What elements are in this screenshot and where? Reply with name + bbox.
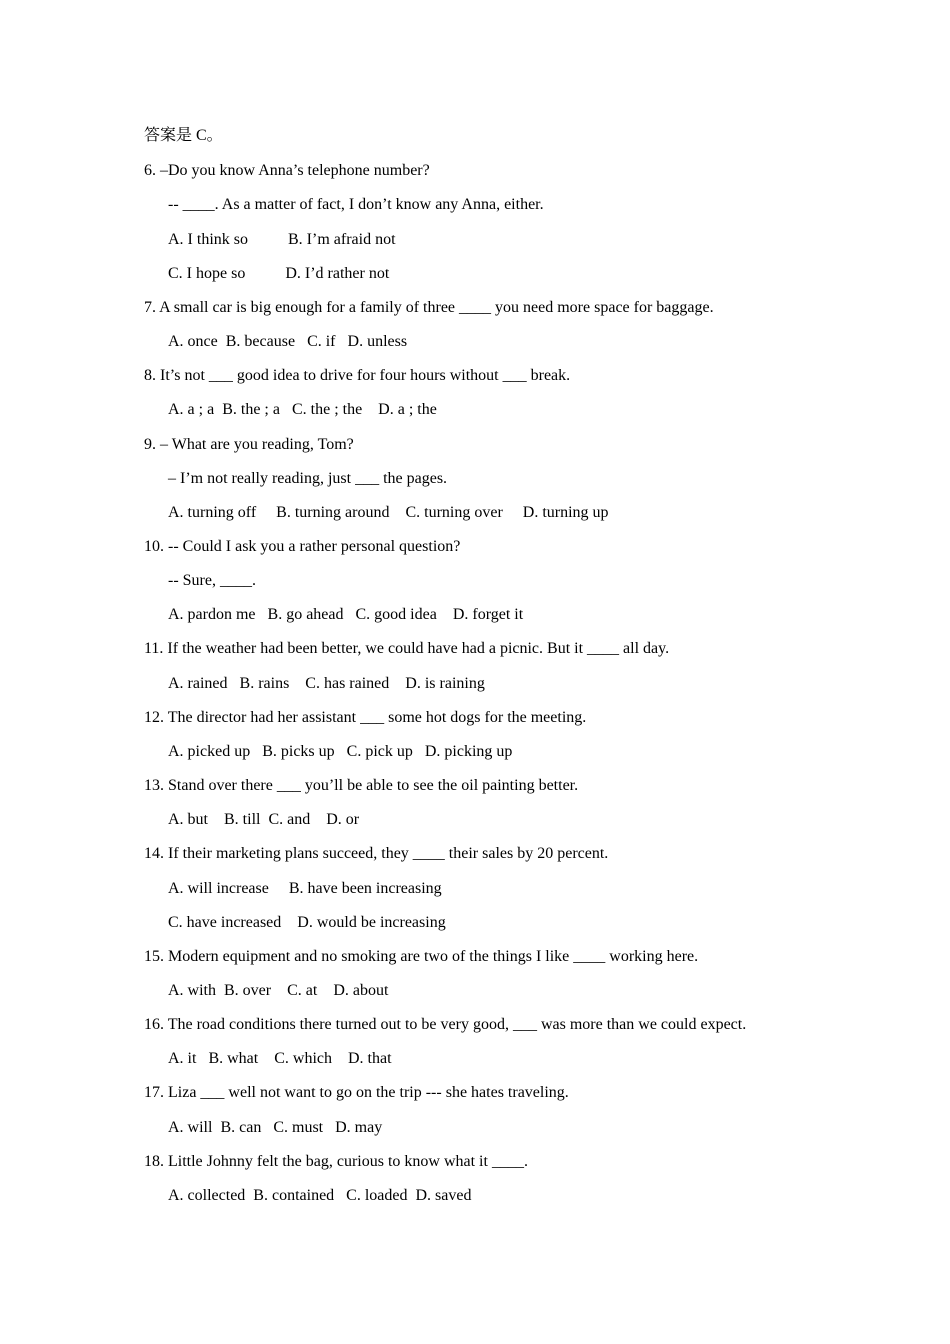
answer-note: 答案是 C。 [144, 127, 223, 144]
question-17-stem: 17. Liza ___ well not want to go on the trip --- she hates traveling. [144, 1084, 569, 1101]
question-11-options: A. rained B. rains C. has rained D. is raining [168, 675, 485, 692]
question-10-stem: 10. -- Could I ask you a rather personal question? [144, 538, 461, 555]
question-18-options: A. collected B. contained C. loaded D. saved [168, 1187, 472, 1204]
question-13-stem: 13. Stand over there ___ you’ll be able to see the oil painting better. [144, 777, 579, 794]
question-17-options: A. will B. can C. must D. may [168, 1119, 383, 1136]
question-6-stem: 6. –Do you know Anna’s telephone number? [144, 162, 430, 179]
question-15-stem: 15. Modern equipment and no smoking are two of the things I like ____ working here. [144, 948, 699, 965]
question-6-reply: -- ____. As a matter of fact, I don’t know any Anna, either. [168, 196, 544, 213]
question-10-options: A. pardon me B. go ahead C. good idea D. forget it [168, 606, 524, 623]
question-14-stem: 14. If their marketing plans succeed, they ____ their sales by 20 percent. [144, 845, 609, 862]
question-18-stem: 18. Little Johnny felt the bag, curious to know what it ____. [144, 1153, 528, 1170]
question-10-reply: -- Sure, ____. [168, 572, 256, 589]
question-8-options: A. a ; a B. the ; a C. the ; the D. a ; the [168, 401, 437, 418]
question-6-options-1: A. I think so B. I’m afraid not [168, 231, 396, 248]
question-14-options-1: A. will increase B. have been increasing [168, 880, 442, 897]
question-7-stem: 7. A small car is big enough for a family of three ____ you need more space for baggage. [144, 299, 714, 316]
question-9-options: A. turning off B. turning around C. turning over D. turning up [168, 504, 609, 521]
question-16-options: A. it B. what C. which D. that [168, 1050, 392, 1067]
question-13-options: A. but B. till C. and D. or [168, 811, 360, 828]
question-6-options-2: C. I hope so D. I’d rather not [168, 265, 390, 282]
question-16-stem: 16. The road conditions there turned out to be very good, ___ was more than we could expect. [144, 1016, 747, 1033]
question-11-stem: 11. If the weather had been better, we could have had a picnic. But it ____ all day. [144, 640, 670, 657]
question-8-stem: 8. It’s not ___ good idea to drive for four hours without ___ break. [144, 367, 571, 384]
question-12-options: A. picked up B. picks up C. pick up D. picking up [168, 743, 513, 760]
question-12-stem: 12. The director had her assistant ___ some hot dogs for the meeting. [144, 709, 587, 726]
question-9-stem: 9. – What are you reading, Tom? [144, 436, 354, 453]
question-15-options: A. with B. over C. at D. about [168, 982, 389, 999]
question-7-options: A. once B. because C. if D. unless [168, 333, 408, 350]
question-14-options-2: C. have increased D. would be increasing [168, 914, 446, 931]
question-9-reply: – I’m not really reading, just ___ the pages. [168, 470, 448, 487]
